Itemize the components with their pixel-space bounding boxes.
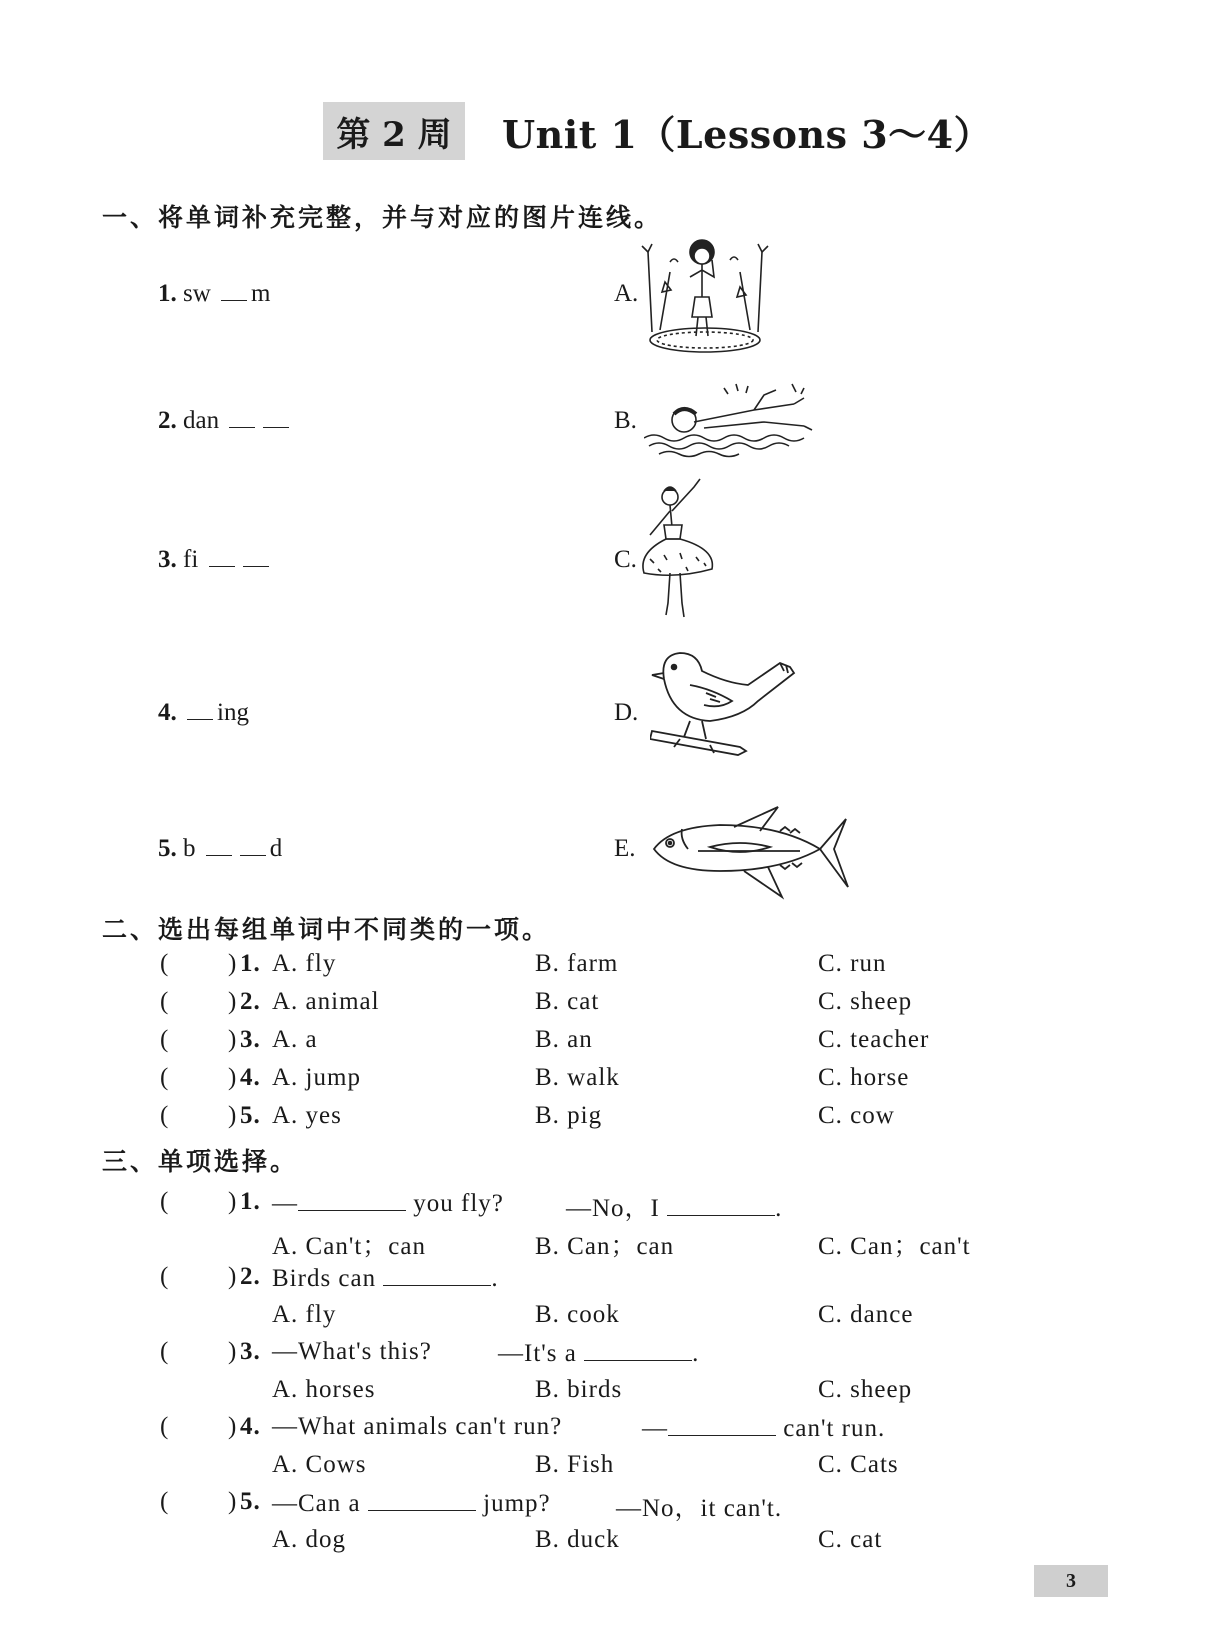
- part3-options-2: [0, 1301, 1224, 1339]
- week-label: 第 2 周: [323, 102, 465, 160]
- part1-item-1: [158, 280, 271, 308]
- answer-paren-open: (: [160, 1064, 170, 1091]
- part3-question-2: [0, 1263, 1224, 1301]
- option-c: C. cow: [818, 1102, 895, 1129]
- part3-title: 三、单项选择。: [102, 1147, 299, 1176]
- letter-blank[interactable]: [206, 835, 232, 856]
- bird-on-branch-picture: [650, 645, 800, 775]
- option-b: B. farm: [535, 950, 619, 977]
- part3-options-3: [0, 1376, 1224, 1414]
- picture-letter-b: B.: [614, 407, 637, 434]
- letter-blank[interactable]: [209, 546, 235, 567]
- word-suffix: m: [251, 280, 271, 307]
- part1-item-4: [158, 699, 249, 727]
- answer-paren-close[interactable]: ): [228, 1188, 238, 1215]
- option-c: C. dance: [818, 1301, 914, 1328]
- answer-paren-close[interactable]: ): [228, 1064, 238, 1091]
- picture-letter-c: C.: [614, 546, 637, 573]
- word-prefix: fi: [183, 546, 199, 573]
- part3-options-4: [0, 1451, 1224, 1489]
- question-number: 1.: [240, 1188, 261, 1215]
- option-b: B. pig: [535, 1102, 603, 1129]
- question-number: 2.: [240, 988, 261, 1015]
- item-number: 2.: [158, 407, 177, 434]
- question-response: —No，I .: [566, 1195, 783, 1222]
- fish-picture: [650, 805, 850, 900]
- answer-blank[interactable]: [383, 1263, 491, 1286]
- swimming-person-picture: [644, 380, 824, 460]
- option-c: C. sheep: [818, 1376, 913, 1403]
- part1-title: 一、将单词补充完整，并与对应的图片连线。: [102, 203, 663, 232]
- option-a: A. fly: [272, 1301, 337, 1328]
- option-a: A. fly: [272, 950, 337, 977]
- unit-title: Unit 1（Lessons 3～4）: [502, 112, 993, 157]
- option-b: B. duck: [535, 1526, 620, 1553]
- part2-question-2: [0, 988, 1224, 1026]
- answer-blank[interactable]: [368, 1488, 476, 1511]
- option-b: B. Can；can: [535, 1233, 675, 1260]
- part1-item-3: [158, 546, 273, 574]
- part3-question-3: [0, 1338, 1224, 1376]
- option-c: C. teacher: [818, 1026, 930, 1053]
- option-c: C. Cats: [818, 1451, 899, 1478]
- option-c: C. sheep: [818, 988, 913, 1015]
- letter-blank[interactable]: [221, 280, 247, 301]
- answer-paren-open: (: [160, 1188, 170, 1215]
- option-a: A. jump: [272, 1064, 361, 1091]
- answer-blank[interactable]: [298, 1188, 406, 1211]
- part3-question-5: [0, 1488, 1224, 1526]
- option-a: A. dog: [272, 1526, 347, 1553]
- question-number: 5.: [240, 1488, 261, 1515]
- answer-paren-close[interactable]: ): [228, 1026, 238, 1053]
- part3-options-5: [0, 1526, 1224, 1564]
- question-response: — can't run.: [642, 1415, 886, 1442]
- part3-question-1: [0, 1188, 1224, 1226]
- item-number: 4.: [158, 699, 177, 726]
- answer-paren-open: (: [160, 988, 170, 1015]
- option-b: B. Fish: [535, 1451, 615, 1478]
- page-number: 3: [1034, 1565, 1108, 1597]
- letter-blank[interactable]: [263, 407, 289, 428]
- question-number: 1.: [240, 950, 261, 977]
- option-b: B. cook: [535, 1301, 620, 1328]
- option-b: B. walk: [535, 1064, 620, 1091]
- option-b: B. birds: [535, 1376, 623, 1403]
- answer-paren-close[interactable]: ): [228, 988, 238, 1015]
- answer-paren-open: (: [160, 1413, 170, 1440]
- word-suffix: d: [269, 835, 283, 862]
- picture-letter-a: A.: [614, 280, 639, 307]
- question-stem: —What animals can't run?: [272, 1413, 563, 1440]
- answer-paren-open: (: [160, 950, 170, 977]
- dancing-ballerina-picture: [636, 475, 726, 625]
- part2-question-3: [0, 1026, 1224, 1064]
- part2-title: 二、选出每组单词中不同类的一项。: [102, 915, 551, 944]
- option-a: A. Can't；can: [272, 1233, 426, 1260]
- letter-blank[interactable]: [187, 699, 213, 720]
- option-c: C. cat: [818, 1526, 883, 1553]
- question-stem: — you fly?: [272, 1190, 504, 1217]
- answer-blank[interactable]: [668, 1413, 776, 1436]
- answer-paren-open: (: [160, 1026, 170, 1053]
- option-c: C. Can；can't: [818, 1233, 971, 1260]
- question-number: 3.: [240, 1026, 261, 1053]
- part3-options-1: [0, 1226, 1224, 1264]
- option-a: A. animal: [272, 988, 380, 1015]
- question-stem: —What's this?: [272, 1338, 432, 1365]
- option-a: A. yes: [272, 1102, 342, 1129]
- question-response: —No，it can't.: [616, 1495, 783, 1522]
- option-c: C. horse: [818, 1064, 910, 1091]
- part3-question-4: [0, 1413, 1224, 1451]
- question-number: 4.: [240, 1064, 261, 1091]
- singing-girl-picture: [640, 232, 770, 357]
- question-number: 3.: [240, 1338, 261, 1365]
- option-a: A. a: [272, 1026, 318, 1053]
- letter-blank[interactable]: [240, 835, 266, 856]
- answer-paren-open: (: [160, 1263, 170, 1290]
- question-stem: —Can a jump?: [272, 1490, 551, 1517]
- option-b: B. an: [535, 1026, 593, 1053]
- answer-paren-close[interactable]: ): [228, 1488, 238, 1515]
- question-stem: Birds can .: [272, 1265, 499, 1292]
- item-number: 3.: [158, 546, 177, 573]
- question-number: 4.: [240, 1413, 261, 1440]
- answer-paren-open: (: [160, 1488, 170, 1515]
- item-number: 1.: [158, 280, 177, 307]
- part1-item-2: [158, 407, 293, 435]
- item-number: 5.: [158, 835, 177, 862]
- option-a: A. Cows: [272, 1451, 367, 1478]
- option-a: A. horses: [272, 1376, 376, 1403]
- option-b: B. cat: [535, 988, 600, 1015]
- question-response: —It's a .: [498, 1340, 700, 1367]
- answer-paren-close[interactable]: ): [228, 1338, 238, 1365]
- part2-question-4: [0, 1064, 1224, 1102]
- option-c: C. run: [818, 950, 887, 977]
- word-suffix: ing: [217, 699, 249, 726]
- question-number: 2.: [240, 1263, 261, 1290]
- picture-letter-d: D.: [614, 699, 639, 726]
- answer-blank[interactable]: [667, 1193, 775, 1216]
- letter-blank[interactable]: [229, 407, 255, 428]
- word-prefix: sw: [183, 280, 211, 307]
- part2-question-1: [0, 950, 1224, 988]
- question-number: 5.: [240, 1102, 261, 1129]
- letter-blank[interactable]: [243, 546, 269, 567]
- answer-paren-close[interactable]: ): [228, 950, 238, 977]
- answer-paren-close[interactable]: ): [228, 1263, 238, 1290]
- word-prefix: dan: [183, 407, 220, 434]
- answer-paren-open: (: [160, 1338, 170, 1365]
- part2-question-5: [0, 1102, 1224, 1140]
- answer-paren-close[interactable]: ): [228, 1413, 238, 1440]
- answer-blank[interactable]: [584, 1338, 692, 1361]
- answer-paren-close[interactable]: ): [228, 1102, 238, 1129]
- word-prefix: b: [183, 835, 196, 862]
- part1-item-5: [158, 835, 282, 863]
- picture-letter-e: E.: [614, 835, 636, 862]
- answer-paren-open: (: [160, 1102, 170, 1129]
